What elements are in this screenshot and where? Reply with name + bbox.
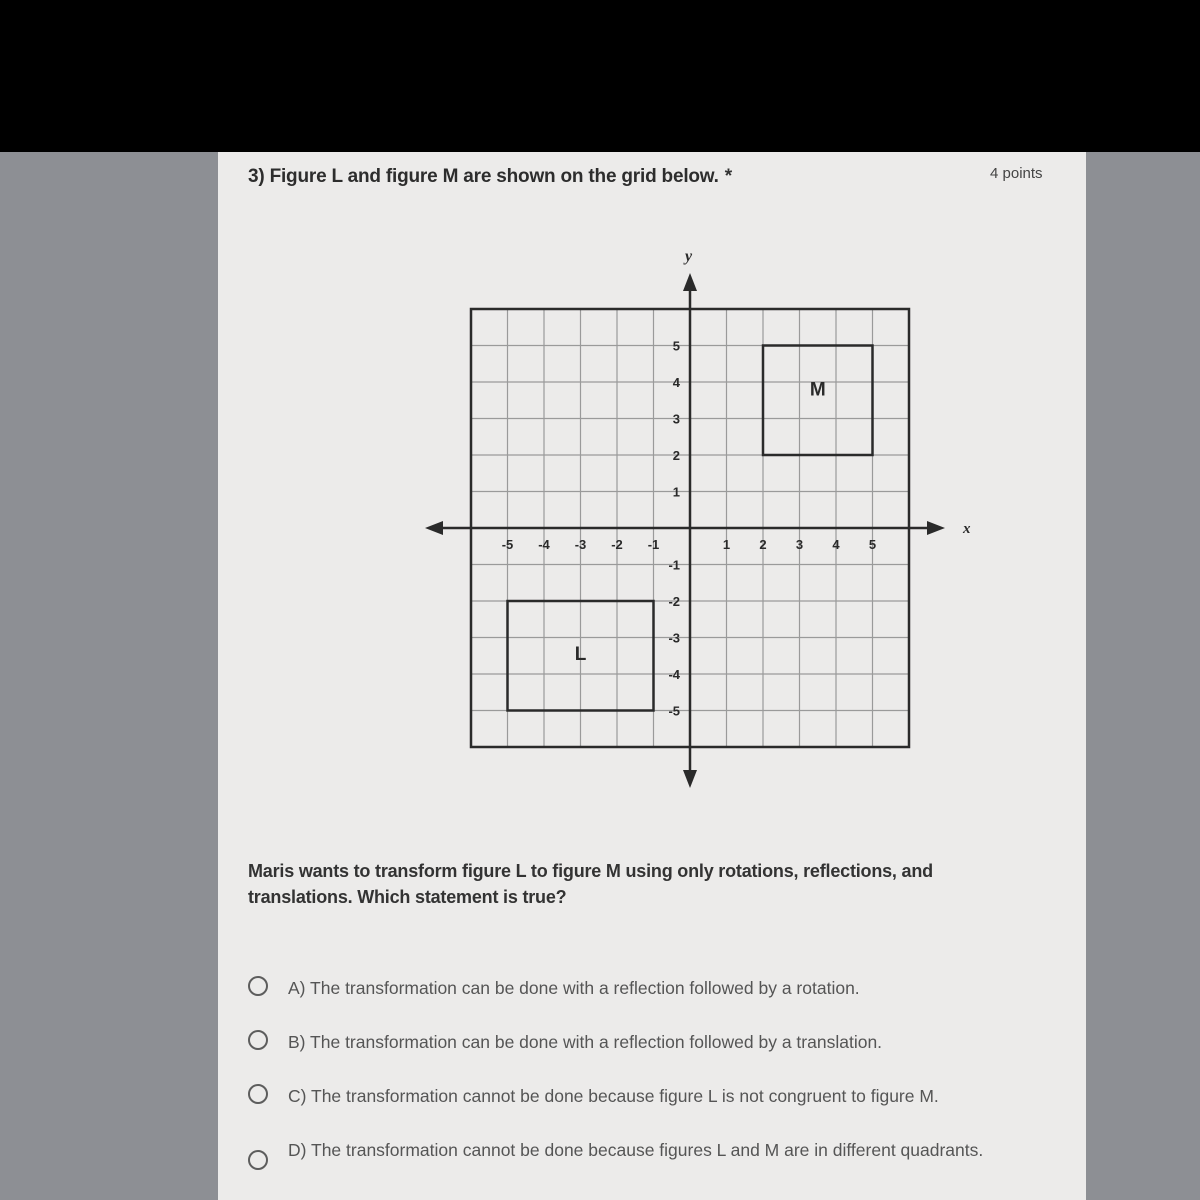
x-tick-label: 1 bbox=[722, 537, 731, 552]
y-axis-top-arrow bbox=[683, 273, 697, 291]
x-tick-label: 4 bbox=[832, 537, 840, 552]
y-tick-label: -2 bbox=[668, 594, 680, 609]
option-a-label: A) The transformation can be done with a reflection followed by a rotation. bbox=[288, 978, 860, 998]
y-tick-label: 4 bbox=[672, 375, 680, 390]
x-tick-label: 2 bbox=[759, 537, 767, 552]
option-d-label: D) The transformation cannot be done because figures L and M are in different quadrants. bbox=[288, 1140, 984, 1160]
option-b[interactable] bbox=[248, 1030, 1048, 1054]
y-tick-label: 2 bbox=[672, 448, 680, 463]
x-tick-label: -5 bbox=[501, 537, 514, 552]
coordinate-grid bbox=[420, 240, 980, 800]
figure-l-label: L bbox=[574, 643, 587, 665]
x-tick-label: -2 bbox=[611, 537, 623, 552]
question-title bbox=[248, 166, 732, 188]
points-label: 4 points bbox=[990, 165, 1043, 182]
y-tick-label: -4 bbox=[668, 667, 680, 682]
option-b-radio[interactable] bbox=[248, 1030, 268, 1050]
option-d-radio[interactable] bbox=[248, 1150, 268, 1170]
option-c-label: C) The transformation cannot be done because figure L is not congruent to figure M. bbox=[288, 1086, 939, 1106]
y-axis-label: y bbox=[685, 248, 693, 265]
option-b-label: B) The transformation can be done with a reflection followed by a translation. bbox=[288, 1032, 883, 1052]
option-d[interactable] bbox=[248, 1138, 1048, 1170]
x-tick-label: 5 bbox=[868, 537, 877, 552]
option-c-radio[interactable] bbox=[248, 1084, 268, 1104]
option-c[interactable] bbox=[248, 1084, 1048, 1108]
x-axis-right-arrow bbox=[927, 521, 945, 535]
figure-m bbox=[763, 346, 873, 456]
y-tick-label: -5 bbox=[668, 703, 680, 719]
y-tick-label: 1 bbox=[672, 484, 680, 500]
question-title-text: 3) Figure L and figure M are shown on the grid below. bbox=[248, 166, 719, 187]
y-axis-bottom-arrow bbox=[683, 770, 697, 788]
question-prompt: Maris wants to transform figure L to figure M using only rotations, reflections, and translations. Which statement is true? bbox=[248, 861, 933, 907]
y-tick-label: 5 bbox=[672, 338, 680, 354]
option-a[interactable] bbox=[248, 976, 1048, 1000]
x-tick-label: 3 bbox=[795, 537, 804, 552]
x-axis-left-arrow bbox=[425, 521, 443, 535]
x-tick-label: -3 bbox=[574, 537, 587, 552]
y-tick-label: -3 bbox=[668, 630, 680, 646]
x-tick-label: -4 bbox=[538, 537, 550, 552]
required-indicator: * bbox=[724, 166, 732, 187]
x-axis-label: x bbox=[963, 521, 971, 537]
option-a-radio[interactable] bbox=[248, 976, 268, 996]
y-tick-label: 3 bbox=[672, 411, 680, 427]
x-tick-label: -1 bbox=[647, 537, 660, 552]
y-tick-label: -1 bbox=[668, 557, 680, 573]
figure-m-label: M bbox=[809, 379, 826, 401]
